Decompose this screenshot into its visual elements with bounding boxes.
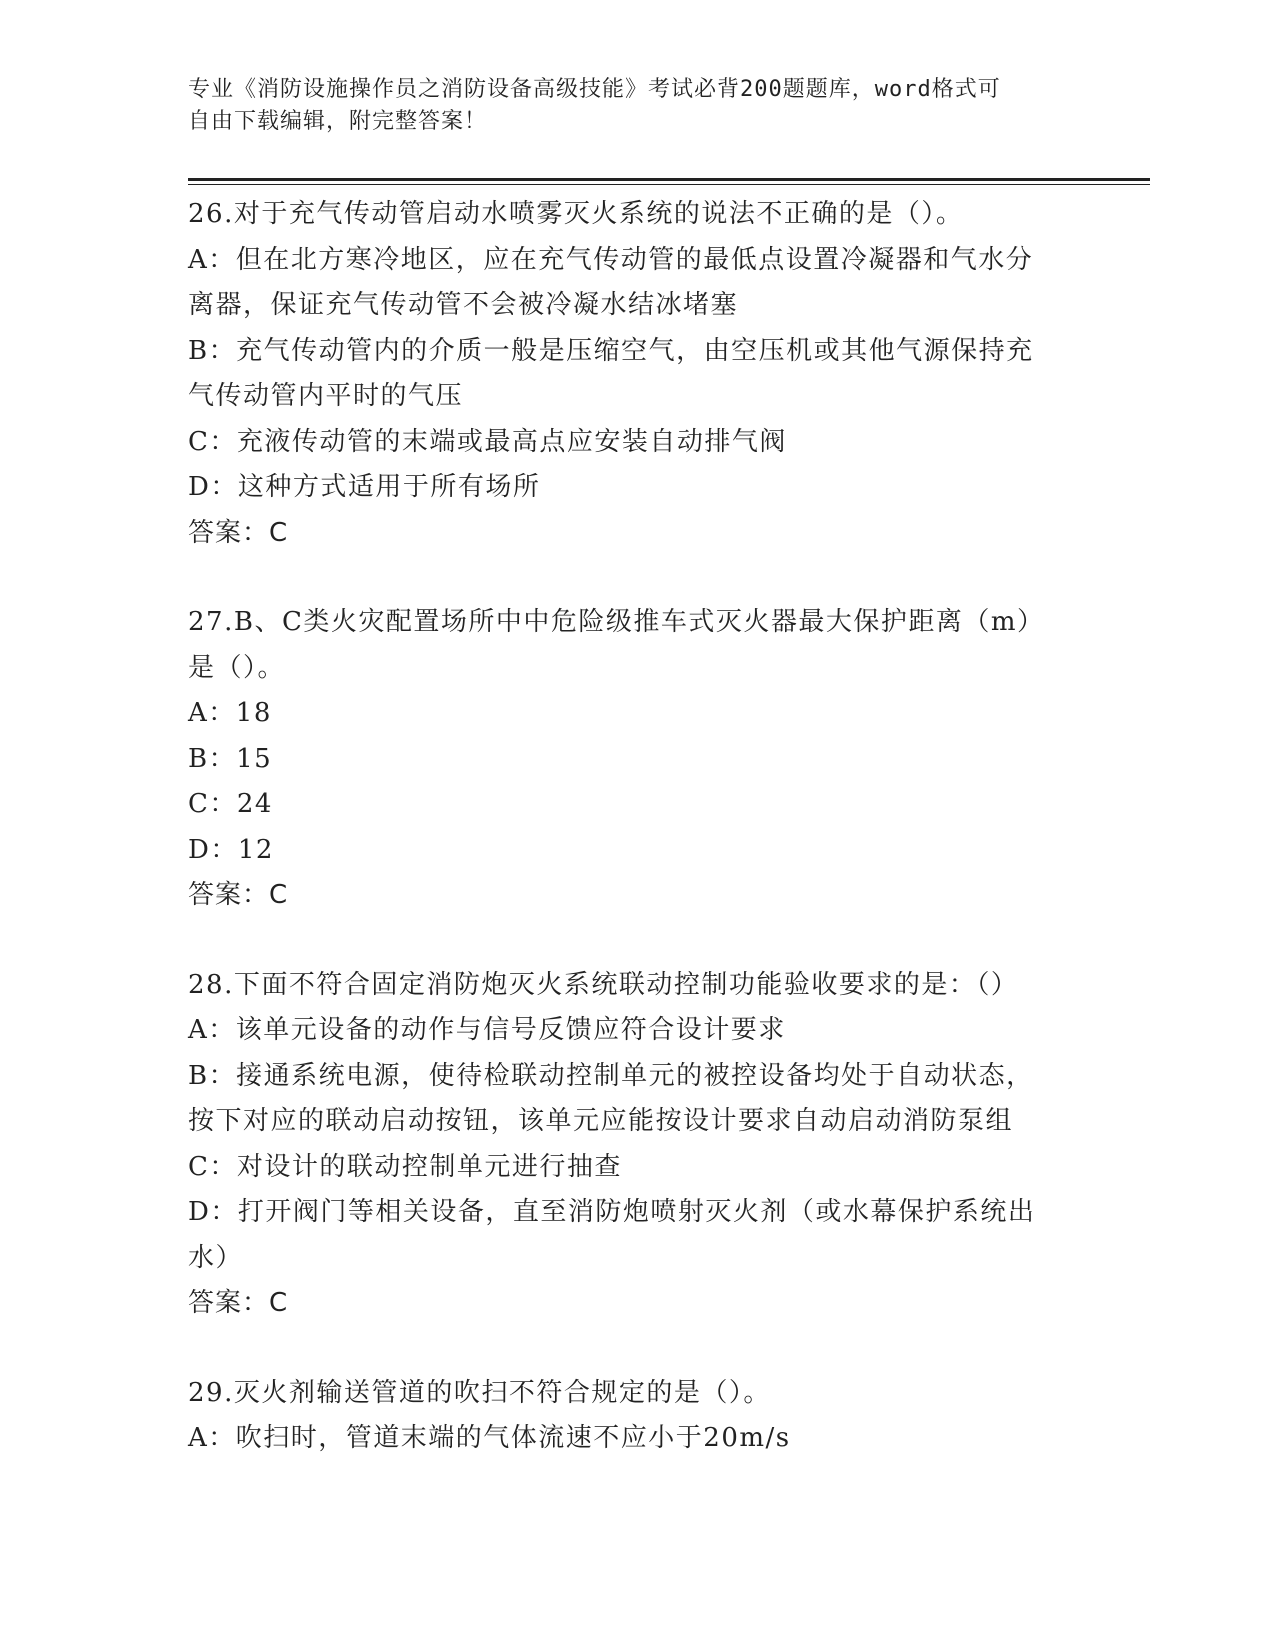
document-header: [188, 74, 1068, 138]
answer-label: 答案：C: [188, 517, 289, 548]
option-a: A：18: [188, 698, 272, 728]
option-d: D：打开阀门等相关设备，直至消防炮喷射灭火剂（或水幕保护系统出: [188, 1197, 1036, 1227]
option-b-continued: 气传动管内平时的气压: [188, 381, 464, 411]
question-26: [188, 192, 1088, 556]
option-d-continued: 水）: [188, 1242, 244, 1273]
header-divider-thick: [188, 178, 1150, 181]
option-d: D：这种方式适用于所有场所: [188, 472, 541, 502]
option-a: A：吹扫时，管道末端的气体流速不应小于20m/s: [188, 1423, 791, 1453]
question-stem: 28.下面不符合固定消防炮灭火系统联动控制功能验收要求的是：（）: [188, 969, 1019, 1000]
question-stem: 27.B、C类火灾配置场所中中危险级推车式灭火器最大保护距离（m）: [188, 607, 1045, 637]
question-list: [188, 192, 1088, 1506]
header-line-2: 自由下载编辑，附完整答案！: [188, 109, 488, 134]
question-27: [188, 600, 1088, 919]
header-divider-thin: [188, 184, 1150, 185]
option-c: C：充液传动管的末端或最高点应安装自动排气阀: [188, 426, 787, 457]
question-stem: 26.对于充气传动管启动水喷雾灭火系统的说法不正确的是（）。: [188, 199, 964, 229]
option-b: B：接通系统电源，使待检联动控制单元的被控设备均处于自动状态，: [188, 1060, 1034, 1091]
answer-label: 答案：C: [188, 1288, 289, 1318]
option-a: A：但在北方寒冷地区，应在充气传动管的最低点设置冷凝器和气水分: [188, 244, 1034, 275]
option-a-continued: 离器，保证充气传动管不会被冷凝水结冰堵塞: [188, 290, 739, 320]
option-a: A：该单元设备的动作与信号反馈应符合设计要求: [188, 1015, 786, 1045]
header-line-1: 专业《消防设施操作员之消防设备高级技能》考试必背200题题库，word格式可: [188, 77, 1001, 102]
option-b: B：充气传动管内的介质一般是压缩空气，由空压机或其他气源保持充: [188, 335, 1034, 366]
question-stem: 29.灭火剂输送管道的吹扫不符合规定的是（）。: [188, 1377, 771, 1408]
option-b-continued: 按下对应的联动启动按钮，该单元应能按设计要求自动启动消防泵组: [188, 1106, 1014, 1136]
option-c: C：24: [188, 789, 273, 819]
answer-label: 答案：C: [188, 880, 289, 910]
question-stem-continued: 是（）。: [188, 652, 286, 683]
question-28: [188, 963, 1088, 1327]
question-29: [188, 1371, 1088, 1462]
option-d: D：12: [188, 834, 274, 865]
option-b: B：15: [188, 743, 273, 774]
option-c: C：对设计的联动控制单元进行抽查: [188, 1151, 622, 1182]
